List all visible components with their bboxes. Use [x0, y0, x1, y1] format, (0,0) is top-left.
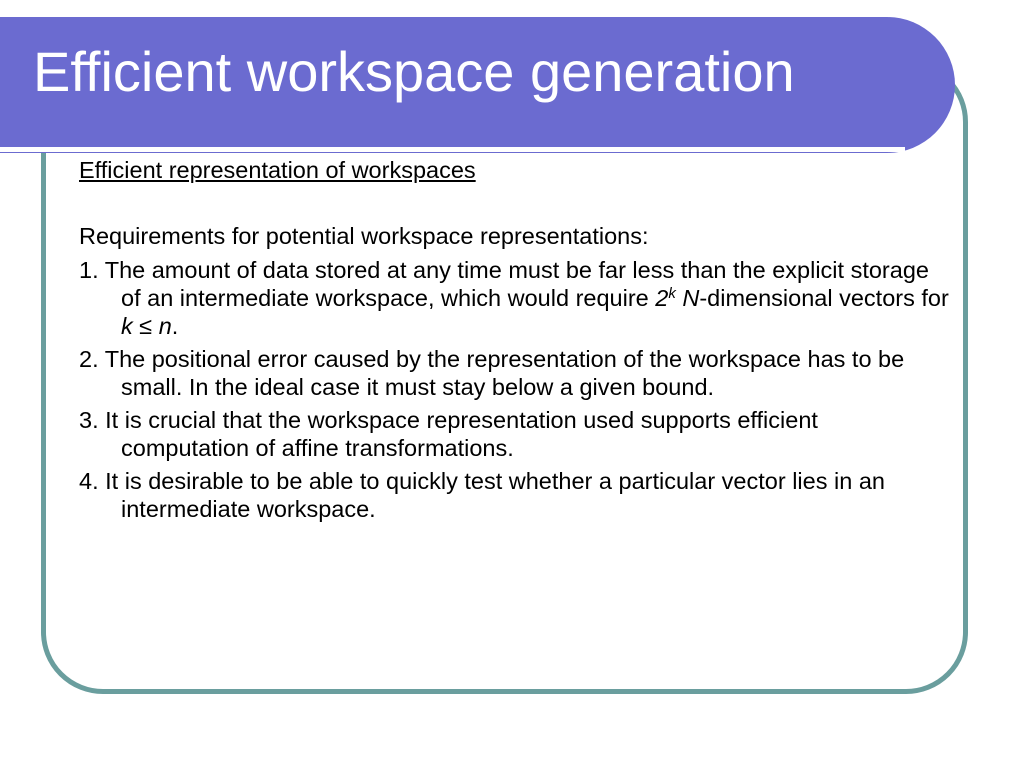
condition-n: n: [158, 313, 172, 339]
requirement-text-middle: -dimensional vectors for: [699, 285, 949, 311]
requirement-text-before: The amount of data stored at any time must be far less than the explicit storage of an intermediate workspace, which would require: [104, 257, 929, 311]
requirement-item-3: [79, 406, 949, 462]
formula-base: 2: [655, 285, 669, 311]
formula-exponent: k: [668, 285, 676, 302]
requirement-text: It is desirable to be able to quickly test whether a particular vector lies in an intermediate workspace.: [105, 468, 885, 522]
section-subheading: Efficient representation of workspaces: [79, 157, 476, 183]
slide-title: Efficient workspace generation: [33, 40, 795, 103]
requirement-text: It is crucial that the workspace representation used supports efficient computation of affine transformations.: [105, 407, 818, 461]
requirement-number: 1.: [79, 257, 99, 283]
requirement-number: 3.: [79, 407, 99, 433]
requirement-item-1: [79, 256, 949, 340]
requirement-number: 2.: [79, 346, 99, 372]
condition-operator: ≤: [132, 313, 159, 339]
requirement-number: 4.: [79, 468, 99, 494]
title-underline: [0, 147, 905, 152]
condition-k: k: [121, 313, 133, 339]
requirements-intro: Requirements for potential workspace representations:: [79, 223, 649, 249]
requirement-text: The positional error caused by the representation of the workspace has to be small. In the ideal case it must stay below a given bound.: [104, 346, 905, 400]
requirements-list: [79, 256, 949, 523]
requirement-item-4: [79, 467, 949, 523]
formula-variable: N: [682, 285, 700, 311]
requirement-text-after: .: [171, 313, 179, 339]
requirement-item-2: [79, 345, 949, 401]
slide-body: [79, 156, 949, 528]
